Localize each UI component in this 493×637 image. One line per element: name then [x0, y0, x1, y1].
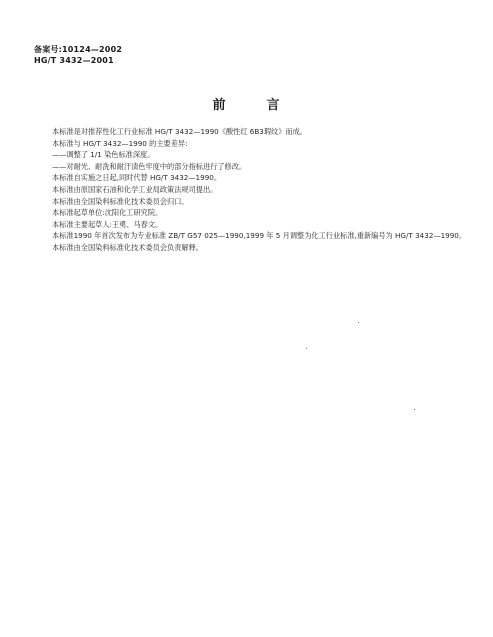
scan-speck: [358, 322, 359, 323]
paragraph-centralized: 本标准由全国染料标准化技术委员会归口。: [52, 196, 189, 206]
title-char-1: 前: [212, 98, 227, 113]
paragraph-differences-intro: 本标准与 HG/T 3432—1990 的主要差异:: [52, 138, 188, 148]
scan-speck: [306, 348, 307, 349]
paragraph-proposer: 本标准由原国家石油和化学工业局政策法规司提出。: [52, 184, 218, 194]
paragraph-drafting-unit: 本标准起草单位:沈阳化工研究院。: [52, 208, 163, 218]
paragraph-basis: 本标准是对推荐性化工行业标准 HG/T 3432—1990《酸性红 6B3瑕纹》而成。: [52, 127, 307, 136]
paragraph-replacement: 本标准自实施之日起,同时代替 HG/T 3432—1990。: [52, 173, 222, 183]
standard-code: HG/T 3432—2001: [34, 56, 114, 65]
paragraph-history: 本标准1990 年首次发布为专业标准 ZB/T G57 025—1990,1999 年 5 月调整为化工行业标准,重新编号为 HG/T 3432—1990。: [52, 231, 467, 241]
paragraph-difference-2: ——对耐光、耐洗和耐汗渍色牢度中的部分指标进行了修改。: [52, 161, 247, 171]
title-char-2: 言: [266, 98, 281, 113]
paragraph-difference-1: ——调整了 1/1 染色标准深度。: [52, 150, 155, 160]
scan-speck: [414, 409, 415, 410]
filing-number: 备案号:10124—2002: [34, 45, 123, 54]
foreword-body: [34, 126, 467, 254]
page-title: [0, 94, 493, 113]
paragraph-interpretation: 本标准由全国染料标准化技术委员会负责解释。: [52, 242, 203, 252]
paragraph-drafters: 本标准主要起草人:王勇、马春文。: [52, 219, 163, 229]
